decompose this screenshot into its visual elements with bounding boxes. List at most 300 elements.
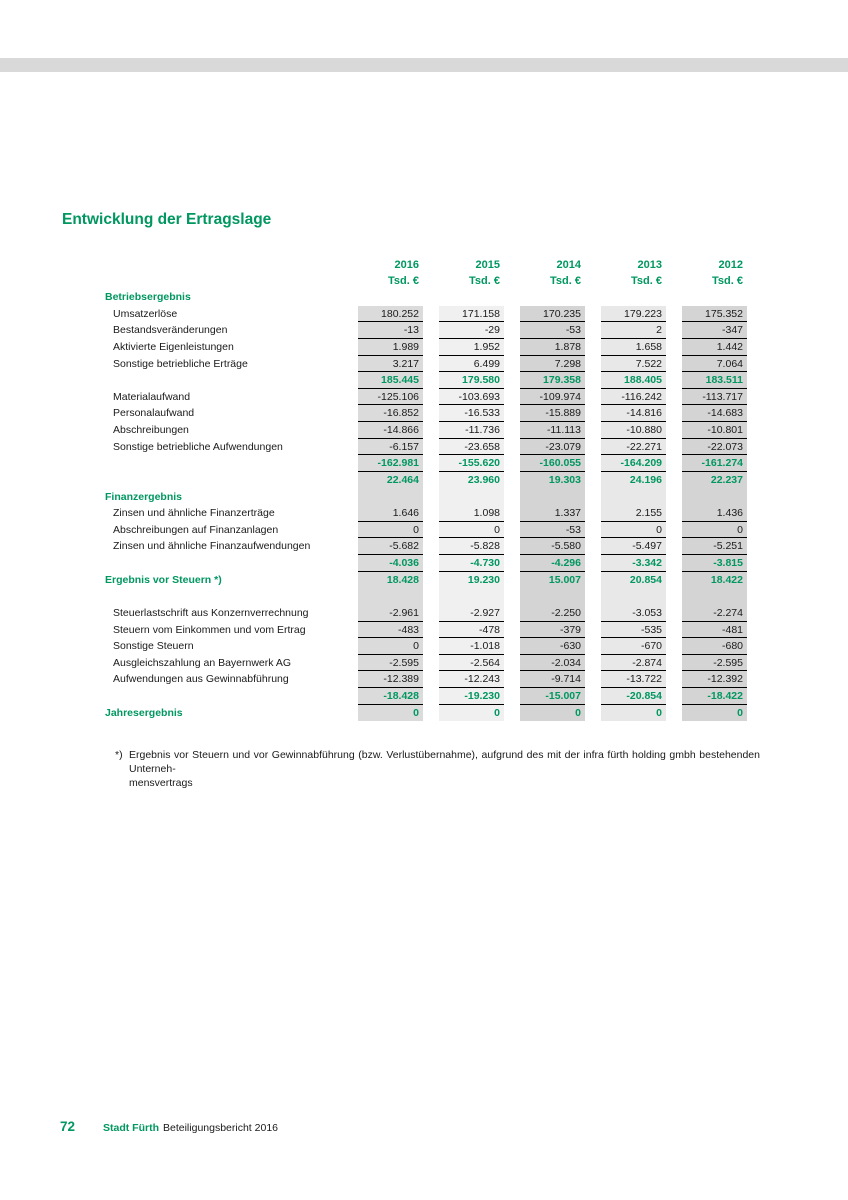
value-cell	[585, 638, 666, 655]
table-row	[105, 289, 747, 306]
value-cell	[666, 339, 747, 356]
value-band	[601, 489, 666, 506]
value-band: -53	[520, 522, 585, 539]
value-cell	[423, 638, 504, 655]
value-band: 1.658	[601, 339, 666, 356]
value-band: -125.106	[358, 389, 423, 406]
value-band: -2.034	[520, 655, 585, 672]
value-band: 183.511	[682, 372, 747, 389]
value-band: -3.053	[601, 605, 666, 622]
value-cell	[504, 439, 585, 456]
value-cell	[504, 538, 585, 555]
table-row	[105, 322, 747, 339]
column-header-unit-2016: Tsd. €	[388, 275, 419, 287]
value-cell	[504, 522, 585, 539]
value-cell	[423, 705, 504, 722]
value-cell	[666, 356, 747, 373]
value-cell	[666, 671, 747, 688]
value-cell	[423, 356, 504, 373]
value-cell	[358, 489, 423, 506]
value-cell	[423, 455, 504, 472]
value-cell	[423, 671, 504, 688]
row-label	[105, 372, 358, 389]
value-cell	[423, 605, 504, 622]
value-band: -23.658	[439, 439, 504, 456]
value-band: 0	[682, 522, 747, 539]
value-band: -2.961	[358, 605, 423, 622]
value-cell	[423, 505, 504, 522]
value-band: -3.815	[682, 555, 747, 572]
value-band: -2.874	[601, 655, 666, 672]
value-cell	[423, 372, 504, 389]
value-band: -4.730	[439, 555, 504, 572]
row-label: Abschreibungen auf Finanzanlagen	[113, 523, 279, 536]
value-band: 0	[601, 705, 666, 722]
value-band: 19.303	[520, 472, 585, 489]
value-band: -481	[682, 622, 747, 639]
value-band: -18.422	[682, 688, 747, 705]
value-cell	[504, 356, 585, 373]
table-header-row	[105, 257, 747, 273]
value-band: -19.230	[439, 688, 504, 705]
value-cell	[666, 422, 747, 439]
value-band: 18.422	[682, 572, 747, 589]
row-label: Sonstige Steuern	[113, 640, 194, 653]
value-cell	[504, 638, 585, 655]
value-cell	[504, 588, 585, 605]
table-row	[105, 622, 747, 639]
table-row	[105, 588, 747, 605]
table-row	[105, 372, 747, 389]
page-number: 72	[60, 1119, 76, 1134]
row-label: Aufwendungen aus Gewinnabführung	[113, 673, 289, 686]
value-band: 179.358	[520, 372, 585, 389]
value-cell	[358, 505, 423, 522]
value-cell	[585, 489, 666, 506]
value-cell	[423, 472, 504, 489]
value-band: 1.952	[439, 339, 504, 356]
value-cell	[666, 655, 747, 672]
value-band: 188.405	[601, 372, 666, 389]
value-band: 24.196	[601, 472, 666, 489]
value-band: -13	[358, 322, 423, 339]
table-row	[105, 339, 747, 356]
value-cell	[504, 705, 585, 722]
value-cell	[666, 455, 747, 472]
value-band: -347	[682, 322, 747, 339]
value-cell	[423, 322, 504, 339]
value-cell	[666, 705, 747, 722]
value-cell	[585, 655, 666, 672]
value-cell	[585, 422, 666, 439]
table-row	[105, 489, 747, 506]
value-cell	[504, 422, 585, 439]
value-band: -3.342	[601, 555, 666, 572]
value-cell	[358, 572, 423, 589]
table-row	[105, 522, 747, 539]
row-label: Ergebnis vor Steuern *)	[105, 573, 222, 586]
value-band: -2.250	[520, 605, 585, 622]
value-band: -116.242	[601, 389, 666, 406]
value-cell	[585, 356, 666, 373]
row-label: Personalaufwand	[113, 407, 195, 420]
table-row	[105, 655, 747, 672]
value-cell	[585, 671, 666, 688]
column-header-unit-2015: Tsd. €	[469, 275, 500, 287]
footnote-line: mensvertrags	[129, 776, 193, 789]
value-band: -14.683	[682, 405, 747, 422]
value-band: 19.230	[439, 572, 504, 589]
value-cell	[358, 339, 423, 356]
value-band: -113.717	[682, 389, 747, 406]
value-band: -9.714	[520, 671, 585, 688]
value-band: 1.442	[682, 339, 747, 356]
value-band: 18.428	[358, 572, 423, 589]
value-band: -22.073	[682, 439, 747, 456]
table-row	[105, 688, 747, 705]
column-header-unit-2012: Tsd. €	[712, 275, 743, 287]
value-cell	[504, 472, 585, 489]
value-band: 1.989	[358, 339, 423, 356]
value-band: -379	[520, 622, 585, 639]
table-row	[105, 538, 747, 555]
value-band: 2.155	[601, 505, 666, 522]
value-band: 7.522	[601, 356, 666, 373]
value-cell	[358, 356, 423, 373]
value-cell	[423, 339, 504, 356]
value-band	[439, 489, 504, 506]
row-label	[105, 588, 358, 605]
column-header-unit-2013: Tsd. €	[631, 275, 662, 287]
value-cell	[585, 472, 666, 489]
value-band: -18.428	[358, 688, 423, 705]
value-cell	[504, 405, 585, 422]
value-cell	[358, 605, 423, 622]
value-cell	[585, 688, 666, 705]
value-band: -478	[439, 622, 504, 639]
value-band: 7.064	[682, 356, 747, 373]
value-cell	[504, 605, 585, 622]
value-band: -12.389	[358, 671, 423, 688]
value-cell	[358, 405, 423, 422]
value-band: 2	[601, 322, 666, 339]
value-cell	[423, 389, 504, 406]
value-band	[358, 289, 423, 306]
footnote	[115, 749, 760, 790]
value-band	[439, 588, 504, 605]
footnote-marker: *)	[115, 749, 123, 761]
value-band: 22.464	[358, 472, 423, 489]
value-band: -23.079	[520, 439, 585, 456]
value-cell	[504, 505, 585, 522]
row-label	[105, 472, 358, 489]
value-band: 1.878	[520, 339, 585, 356]
table-row	[105, 356, 747, 373]
value-cell	[423, 522, 504, 539]
value-cell	[585, 605, 666, 622]
row-label	[105, 455, 358, 472]
table-row	[105, 671, 747, 688]
footer-brand: Stadt Fürth	[103, 1122, 159, 1134]
value-band: 0	[520, 705, 585, 722]
value-cell	[423, 289, 504, 306]
value-band: 1.098	[439, 505, 504, 522]
page-title: Entwicklung der Ertragslage	[62, 211, 272, 229]
table-row	[105, 705, 747, 722]
value-cell	[423, 405, 504, 422]
value-band: 3.217	[358, 356, 423, 373]
table-row	[105, 505, 747, 522]
value-cell	[504, 455, 585, 472]
value-cell	[358, 555, 423, 572]
row-label: Materialaufwand	[113, 390, 191, 403]
table-row	[105, 555, 747, 572]
value-band: -5.251	[682, 538, 747, 555]
value-band: -1.018	[439, 638, 504, 655]
value-cell	[358, 705, 423, 722]
value-cell	[666, 322, 747, 339]
value-cell	[585, 555, 666, 572]
value-band	[682, 489, 747, 506]
value-cell	[666, 405, 747, 422]
value-band: -10.801	[682, 422, 747, 439]
value-cell	[504, 622, 585, 639]
row-label: Ausgleichszahlung an Bayernwerk AG	[113, 656, 292, 669]
value-band: 6.499	[439, 356, 504, 373]
table-row	[105, 306, 747, 323]
value-band: -630	[520, 638, 585, 655]
value-cell	[585, 538, 666, 555]
table-row	[105, 472, 747, 489]
value-cell	[666, 638, 747, 655]
value-cell	[666, 289, 747, 306]
value-cell	[358, 655, 423, 672]
value-cell	[358, 522, 423, 539]
value-cell	[666, 489, 747, 506]
value-band	[601, 588, 666, 605]
value-band: -2.595	[358, 655, 423, 672]
column-header-year-2016: 2016	[394, 259, 419, 271]
footnote-text	[129, 749, 760, 790]
row-label: Jahresergebnis	[105, 706, 183, 719]
value-band: 0	[358, 522, 423, 539]
value-cell	[423, 588, 504, 605]
value-cell	[585, 572, 666, 589]
value-cell	[423, 538, 504, 555]
value-cell	[504, 655, 585, 672]
value-cell	[358, 671, 423, 688]
table-row	[105, 605, 747, 622]
value-band: -14.866	[358, 422, 423, 439]
row-label	[105, 688, 358, 705]
row-label: Zinsen und ähnliche Finanzaufwendungen	[113, 540, 311, 553]
value-cell	[585, 339, 666, 356]
value-band: -15.007	[520, 688, 585, 705]
value-band: -13.722	[601, 671, 666, 688]
value-cell	[504, 688, 585, 705]
value-band: -20.854	[601, 688, 666, 705]
value-band: 185.445	[358, 372, 423, 389]
value-band: 0	[358, 705, 423, 722]
value-cell	[666, 372, 747, 389]
value-band: 0	[682, 705, 747, 722]
row-label: Bestandsveränderungen	[113, 324, 228, 337]
value-cell	[504, 306, 585, 323]
value-band: -15.889	[520, 405, 585, 422]
value-cell	[504, 289, 585, 306]
value-cell	[666, 439, 747, 456]
value-cell	[358, 306, 423, 323]
value-band: -164.209	[601, 455, 666, 472]
table-row	[105, 638, 747, 655]
table-row	[105, 455, 747, 472]
row-label: Umsatzerlöse	[113, 307, 178, 320]
value-band: 1.337	[520, 505, 585, 522]
value-band: 0	[601, 522, 666, 539]
table-row	[105, 572, 747, 589]
value-cell	[585, 588, 666, 605]
value-band: -103.693	[439, 389, 504, 406]
value-band: 7.298	[520, 356, 585, 373]
value-cell	[358, 389, 423, 406]
value-band: 0	[439, 705, 504, 722]
column-header-year-2014: 2014	[556, 259, 581, 271]
value-cell	[423, 439, 504, 456]
value-cell	[358, 422, 423, 439]
value-band	[520, 289, 585, 306]
value-cell	[504, 322, 585, 339]
value-band: -5.682	[358, 538, 423, 555]
value-cell	[504, 572, 585, 589]
value-cell	[358, 289, 423, 306]
value-band: -6.157	[358, 439, 423, 456]
value-band: -14.816	[601, 405, 666, 422]
column-header-year-2012: 2012	[718, 259, 743, 271]
value-band: 1.436	[682, 505, 747, 522]
value-cell	[666, 389, 747, 406]
value-cell	[504, 555, 585, 572]
value-cell	[423, 489, 504, 506]
row-label: Aktivierte Eigenleistungen	[113, 340, 234, 353]
column-header-unit-2014: Tsd. €	[550, 275, 581, 287]
value-cell	[358, 439, 423, 456]
value-cell	[666, 522, 747, 539]
table-row	[105, 389, 747, 406]
value-cell	[358, 322, 423, 339]
column-header-year-2015: 2015	[475, 259, 500, 271]
value-band	[520, 489, 585, 506]
value-cell	[504, 389, 585, 406]
value-band: -11.736	[439, 422, 504, 439]
value-cell	[585, 522, 666, 539]
table-row	[105, 422, 747, 439]
value-band: 170.235	[520, 306, 585, 323]
value-cell	[423, 555, 504, 572]
value-cell	[504, 372, 585, 389]
value-band: -160.055	[520, 455, 585, 472]
value-band	[682, 289, 747, 306]
value-band: -10.880	[601, 422, 666, 439]
value-cell	[666, 622, 747, 639]
value-band: -109.974	[520, 389, 585, 406]
value-band: -5.580	[520, 538, 585, 555]
value-cell	[423, 655, 504, 672]
value-cell	[666, 555, 747, 572]
value-cell	[504, 671, 585, 688]
value-cell	[358, 688, 423, 705]
value-cell	[585, 505, 666, 522]
value-band: -535	[601, 622, 666, 639]
footnote-line: Ergebnis vor Steuern und vor Gewinnabführung (bzw. Verlustübernahme), aufgrund des mit der infra fürth holding gmbh bestehenden Unterneh-	[129, 749, 760, 775]
page-footer	[60, 1119, 278, 1134]
top-divider-bar	[0, 58, 848, 72]
value-band: 179.580	[439, 372, 504, 389]
value-band: 15.007	[520, 572, 585, 589]
footer-report-title: Beteiligungsbericht 2016	[163, 1122, 278, 1134]
value-band: -162.981	[358, 455, 423, 472]
value-band: -680	[682, 638, 747, 655]
value-cell	[585, 372, 666, 389]
row-label: Steuern vom Einkommen und vom Ertrag	[113, 623, 306, 636]
value-cell	[358, 638, 423, 655]
value-band	[601, 289, 666, 306]
value-band	[520, 588, 585, 605]
value-band: -5.828	[439, 538, 504, 555]
row-label: Zinsen und ähnliche Finanzerträge	[113, 507, 275, 520]
table-row	[105, 405, 747, 422]
value-cell	[585, 289, 666, 306]
header-spacer	[105, 257, 358, 273]
value-band: -12.243	[439, 671, 504, 688]
value-band: 180.252	[358, 306, 423, 323]
value-band: -2.595	[682, 655, 747, 672]
value-band: -670	[601, 638, 666, 655]
value-band: 0	[358, 638, 423, 655]
value-cell	[423, 688, 504, 705]
value-band	[682, 588, 747, 605]
value-band: -29	[439, 322, 504, 339]
value-cell	[585, 322, 666, 339]
value-band: -4.036	[358, 555, 423, 572]
column-header-year-2013: 2013	[637, 259, 662, 271]
value-cell	[666, 588, 747, 605]
value-cell	[666, 472, 747, 489]
value-cell	[666, 306, 747, 323]
value-cell	[423, 422, 504, 439]
row-label: Abschreibungen	[113, 424, 189, 436]
value-cell	[423, 622, 504, 639]
value-band: -12.392	[682, 671, 747, 688]
header-spacer	[105, 273, 358, 289]
row-label: Finanzergebnis	[105, 490, 183, 503]
value-band: -22.271	[601, 439, 666, 456]
value-band: -2.927	[439, 605, 504, 622]
value-cell	[666, 688, 747, 705]
row-label: Sonstige betriebliche Aufwendungen	[113, 440, 283, 453]
value-band: -16.533	[439, 405, 504, 422]
row-label: Steuerlastschrift aus Konzernverrechnung	[113, 606, 309, 619]
value-cell	[666, 572, 747, 589]
value-cell	[358, 588, 423, 605]
value-cell	[666, 505, 747, 522]
value-cell	[358, 455, 423, 472]
row-label: Betriebsergebnis	[105, 291, 191, 303]
value-band: -4.296	[520, 555, 585, 572]
value-cell	[504, 339, 585, 356]
value-band: 171.158	[439, 306, 504, 323]
value-band: -2.274	[682, 605, 747, 622]
value-band: 22.237	[682, 472, 747, 489]
